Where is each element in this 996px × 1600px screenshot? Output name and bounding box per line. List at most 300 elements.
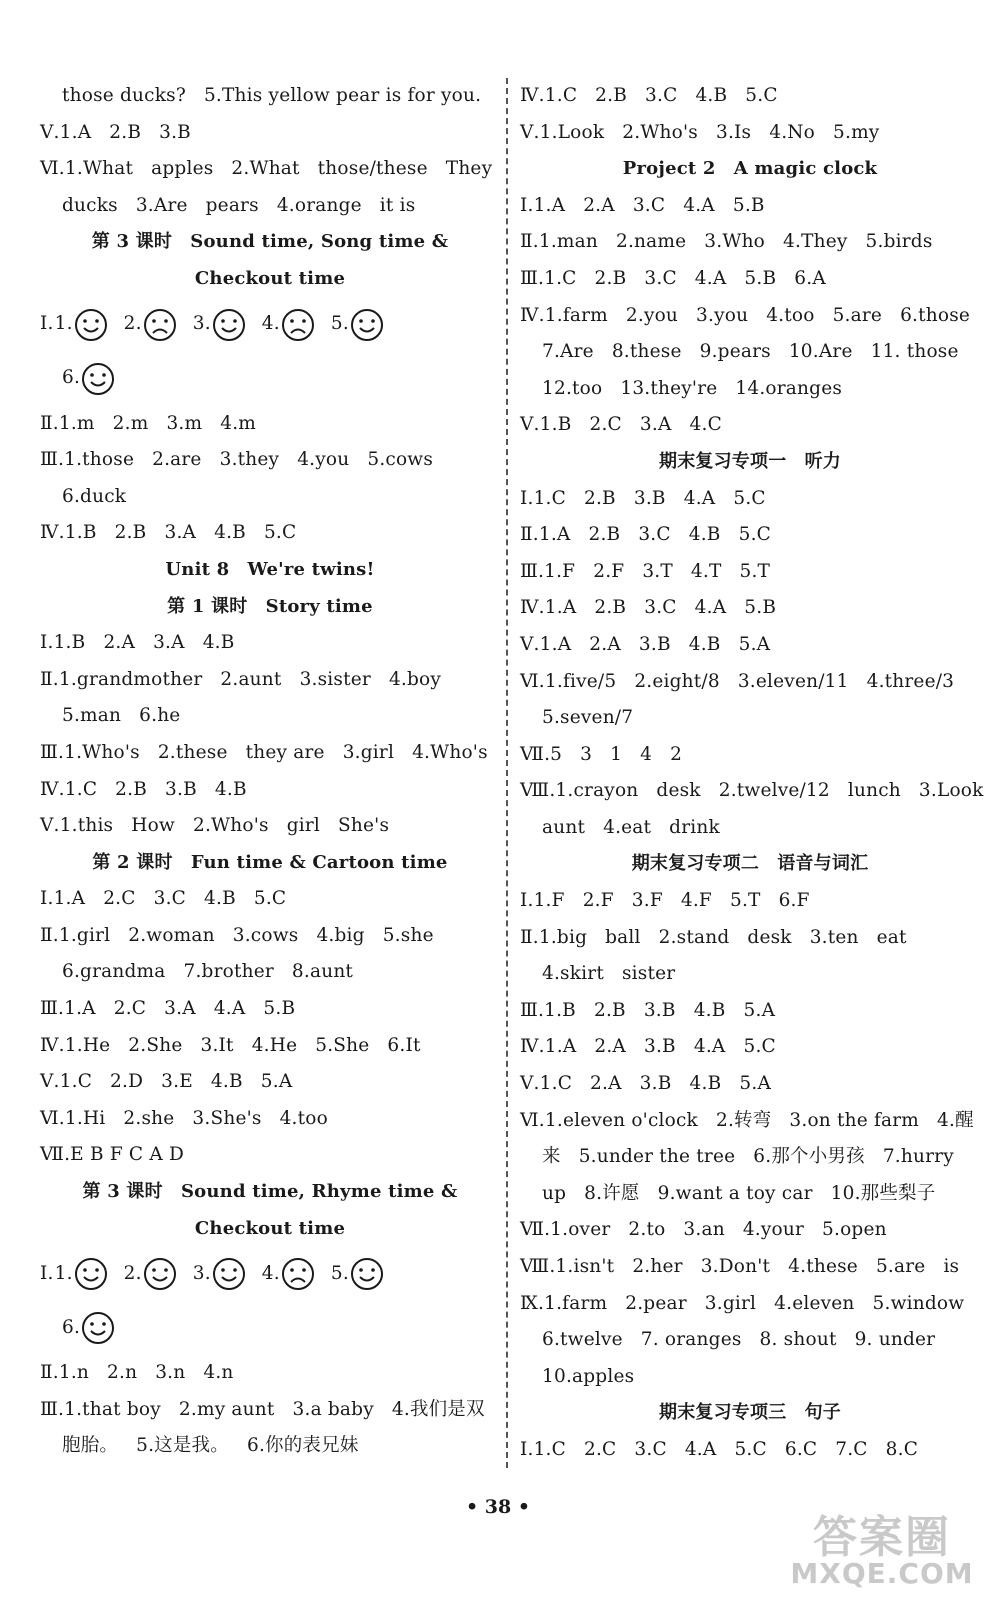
- answer-token: 9.want a toy car: [657, 1182, 813, 1204]
- answer-token: 2.转弯: [715, 1109, 772, 1131]
- answer-token: 4.C: [689, 414, 722, 436]
- answer-token: up: [542, 1182, 567, 1204]
- answer-line: [40, 1028, 500, 1065]
- answer-token: 6.It: [387, 1034, 421, 1056]
- answer-token: 2.B: [593, 999, 626, 1021]
- answer-line: [520, 407, 980, 444]
- answer-token: 2.eight/8: [634, 670, 720, 692]
- answer-line: [520, 664, 980, 701]
- answer-token: Ⅰ.1.B: [40, 632, 86, 654]
- answer-token: 2.A: [590, 1073, 622, 1095]
- answer-token: 4.boy: [388, 668, 442, 690]
- answer-token: Ⅵ.1.Hi: [40, 1107, 106, 1129]
- answer-token: Ⅲ.1.that boy: [40, 1398, 161, 1420]
- answer-line: [40, 515, 500, 552]
- answer-token: 4.Who's: [412, 741, 488, 763]
- watermark-bottom-text: MXQE.COM: [790, 1557, 974, 1590]
- answer-token: 2.F: [582, 890, 614, 912]
- answer-token: 3.they: [219, 449, 280, 471]
- answer-token: 2.B: [595, 85, 628, 106]
- answer-token: 5.A: [260, 1071, 293, 1093]
- answer-token: Ⅱ.1.girl: [40, 924, 111, 946]
- face-row-prefix: Ⅰ.: [40, 1262, 54, 1284]
- answer-token: ducks: [62, 194, 118, 216]
- answer-token: 5.birds: [865, 231, 933, 253]
- answer-token: Ⅱ.1.man: [520, 231, 598, 253]
- answer-token: 7.Are: [542, 341, 594, 363]
- answer-line: [520, 188, 980, 225]
- answer-token: 3.B: [643, 999, 676, 1021]
- answer-token: 6.grandma: [62, 961, 166, 983]
- answer-line: [40, 406, 500, 443]
- answer-token: 2.A: [103, 632, 136, 654]
- answer-line: [520, 1176, 980, 1213]
- section-heading: 第 2 课时 Fun time & Cartoon time: [92, 851, 448, 873]
- answer-token: 4.B: [693, 999, 726, 1021]
- face-answer: [124, 306, 177, 343]
- answer-token: Ⅳ.1.C: [40, 778, 98, 800]
- right-column: [520, 78, 984, 1469]
- answer-token: Ⅱ.1.n: [40, 1362, 90, 1384]
- answer-token: 2.A: [589, 633, 621, 655]
- answer-token: 5.window: [872, 1292, 965, 1314]
- answer-token: 2.name: [616, 231, 687, 253]
- answer-token: 5.cows: [367, 449, 434, 471]
- answer-token: Ⅰ.1.F: [520, 890, 565, 912]
- answer-line: [40, 479, 500, 516]
- answer-token: Ⅲ.1.F: [520, 560, 576, 582]
- answer-line: [40, 188, 500, 225]
- answer-line: [40, 1101, 500, 1138]
- answer-token: 4.A: [213, 998, 246, 1020]
- answer-token: 4.your: [742, 1219, 805, 1241]
- answer-token: 5.A: [738, 633, 771, 655]
- answer-token: 6.duck: [62, 485, 127, 507]
- answer-token: aunt: [542, 816, 586, 838]
- answer-token: Ⅴ.1.A: [40, 121, 92, 143]
- answer-token: 2: [670, 743, 683, 765]
- answer-token: 2.my aunt: [178, 1398, 275, 1420]
- answer-token: 3.Don't: [700, 1256, 771, 1277]
- answer-token: 4.eleven: [774, 1292, 855, 1314]
- answer-token: 4.orange: [276, 194, 362, 216]
- answer-token: 2.B: [584, 487, 616, 509]
- answer-token: 13.they're: [620, 377, 718, 399]
- face-answer-label: 3.: [192, 1262, 211, 1284]
- section-heading: 第 3 课时 Sound time, Song time &: [91, 231, 449, 253]
- answer-token: 4.eat: [603, 816, 652, 838]
- answer-line: [40, 881, 500, 918]
- answer-token: 2.A: [583, 194, 615, 216]
- section-heading: Project 2 A magic clock: [622, 158, 878, 180]
- answer-line: [520, 920, 980, 957]
- answer-token: 2.A: [594, 1036, 626, 1058]
- face-answer-row: [40, 352, 500, 406]
- answer-token: 5.C: [263, 522, 297, 544]
- answer-token: 5.seven/7: [542, 707, 634, 729]
- answer-token: 5.C: [743, 1036, 776, 1058]
- answer-line: [520, 298, 980, 335]
- answer-token: 2.B: [588, 524, 621, 546]
- answer-token: ball: [605, 926, 641, 948]
- answer-token: 6.those: [900, 304, 971, 326]
- sad-face-icon: [281, 1257, 315, 1291]
- answer-token: Ⅵ.1.eleven o'clock: [520, 1109, 698, 1131]
- answer-token: Ⅰ.1.C: [520, 1438, 566, 1460]
- answer-line: [40, 1428, 500, 1465]
- answer-token: 7.C: [835, 1438, 868, 1460]
- section-heading: Unit 8 We're twins!: [165, 558, 375, 580]
- answer-token: 2.m: [112, 412, 149, 434]
- answer-token: 3.E: [161, 1071, 193, 1093]
- answer-token: Ⅴ.1.C: [520, 1073, 573, 1095]
- answer-token: Ⅵ.1.What: [40, 158, 134, 180]
- answer-token: 3.T: [642, 560, 673, 582]
- answer-token: 4.T: [690, 560, 722, 582]
- answer-token: 3.She's: [192, 1107, 262, 1129]
- answer-token: 9.pears: [699, 341, 771, 363]
- answer-line: [40, 918, 500, 955]
- watermark-top-text: 答案圈: [813, 1512, 951, 1563]
- answer-token: 2.C: [584, 1438, 617, 1460]
- answer-token: 2.woman: [128, 924, 215, 946]
- answer-token: 3.B: [644, 1036, 676, 1058]
- answer-line: [520, 590, 980, 627]
- answer-token: 4.醒: [937, 1109, 974, 1131]
- answer-line: [520, 1103, 980, 1140]
- face-answer-row: [40, 1247, 500, 1301]
- answer-token: 4.B: [210, 1071, 243, 1093]
- smiley-face-icon: [81, 362, 115, 396]
- answer-token: Ⅳ.1.B: [40, 522, 97, 544]
- answer-token: 8.these: [611, 341, 682, 363]
- answer-token: 2.n: [107, 1362, 138, 1384]
- answer-token: desk: [747, 926, 792, 948]
- answer-line: [40, 808, 500, 845]
- answer-line: [520, 1029, 980, 1066]
- answer-token: 5.B: [732, 194, 765, 216]
- answer-token: Ⅳ.1.A: [520, 1036, 577, 1058]
- answer-token: Ⅰ.1.A: [520, 194, 566, 216]
- answer-line: [520, 517, 980, 554]
- answer-token: pears: [205, 194, 259, 216]
- answer-token: 5.she: [382, 924, 434, 946]
- answer-token: Ⅰ.1.C: [520, 487, 566, 509]
- answer-line: [520, 334, 980, 371]
- answer-token: 6.你的表兄妹: [246, 1435, 359, 1457]
- answer-token: 6.twelve: [542, 1329, 623, 1351]
- answer-token: 3.B: [633, 487, 666, 509]
- answer-token: 5.C: [738, 524, 771, 546]
- answer-token: 4.n: [203, 1362, 234, 1384]
- answer-token: 4.B: [695, 85, 728, 106]
- answer-token: 4.A: [683, 487, 716, 509]
- face-answer-label: 2.: [123, 313, 142, 335]
- left-column: [40, 78, 500, 1465]
- answer-token: Ⅴ.1.A: [520, 633, 572, 655]
- answer-token: 5.T: [729, 890, 761, 912]
- answer-token: 8.C: [885, 1438, 919, 1460]
- answer-token: 3.m: [166, 412, 203, 434]
- answer-token: 5.C: [253, 888, 287, 910]
- answer-token: 3.C: [638, 524, 671, 546]
- answer-token: 4.No: [769, 121, 816, 143]
- answer-token: 12.too: [542, 377, 603, 399]
- answer-token: Ⅲ.1.B: [520, 999, 576, 1021]
- answer-line: [520, 554, 980, 591]
- answer-token: 4.B: [202, 632, 235, 654]
- answer-token: Ⅱ.1.m: [40, 412, 95, 434]
- face-answer: [193, 1256, 246, 1293]
- answer-token: 7. oranges: [640, 1329, 742, 1351]
- answer-token: those/these: [317, 158, 428, 180]
- answer-token: 4.B: [688, 633, 721, 655]
- answer-token: 3.girl: [342, 741, 395, 763]
- answer-token: 4.F: [680, 890, 712, 912]
- smiley-face-icon: [212, 308, 246, 342]
- answer-token: 6.那个小男孩: [753, 1146, 865, 1168]
- answer-token: 2.She: [128, 1034, 183, 1056]
- answer-token: 3.Who: [704, 231, 766, 253]
- face-answer-label: 4.: [261, 313, 280, 335]
- answer-token: 4.three/3: [866, 670, 955, 692]
- answer-line: [520, 1066, 980, 1103]
- answer-token: 5.B: [744, 267, 777, 289]
- answer-token: Ⅱ.1.big: [520, 926, 588, 948]
- answer-token: 5.my: [833, 121, 880, 143]
- answer-token: 4.these: [788, 1256, 858, 1277]
- answer-token: Ⅱ.1.grandmother: [40, 668, 203, 690]
- answer-token: 8.aunt: [291, 961, 354, 983]
- answer-line: [40, 625, 500, 662]
- section-heading: 期末复习专项一 听力: [659, 450, 841, 472]
- answer-token: 7.brother: [183, 961, 274, 983]
- answer-token: 5.T: [739, 560, 771, 582]
- answer-token: Ⅰ.1.A: [40, 888, 86, 910]
- answer-token: Ⅳ.1.C: [520, 85, 578, 106]
- face-answer: [331, 1256, 384, 1293]
- answer-line: [40, 735, 500, 772]
- answer-token: Ⅲ.1.those: [40, 449, 135, 471]
- answer-line: [520, 371, 980, 408]
- answer-token: 2.these: [157, 741, 228, 763]
- smiley-face-icon: [350, 308, 384, 342]
- smiley-face-icon: [81, 1311, 115, 1345]
- answer-token: 3.A: [164, 998, 196, 1020]
- answer-line: [40, 991, 500, 1028]
- answer-token: Ⅶ.1.over: [520, 1219, 611, 1241]
- answer-token: is: [943, 1256, 960, 1277]
- answer-token: 来: [542, 1146, 561, 1168]
- answer-token: 4.B: [689, 1073, 722, 1095]
- answer-token: Ⅵ.1.five/5: [520, 670, 617, 692]
- answer-token: it is: [379, 194, 416, 216]
- answer-token: 3.cows: [232, 924, 299, 946]
- answer-token: 5.C: [745, 85, 778, 106]
- answer-token: 4: [640, 743, 653, 765]
- answer-token: 4.you: [297, 449, 350, 471]
- face-answer-label: 1.: [54, 1262, 73, 1284]
- answer-token: 5.are: [832, 304, 883, 326]
- answer-token: 3.eleven/11: [737, 670, 849, 692]
- answer-token: 5.这是我。: [136, 1435, 229, 1457]
- answer-token: 2.F: [593, 560, 625, 582]
- answer-token: 3.on the farm: [789, 1109, 920, 1131]
- face-answer-label: 5.: [330, 313, 349, 335]
- smiley-face-icon: [74, 1257, 108, 1291]
- answer-token: drink: [669, 816, 720, 838]
- answer-token: 3.A: [164, 522, 197, 544]
- answer-token: 2.aunt: [220, 668, 282, 690]
- answer-token: sister: [621, 963, 676, 985]
- answer-token: 4.A: [694, 597, 727, 619]
- answer-token: 5.A: [739, 1073, 772, 1095]
- face-answer-label: 2.: [123, 1262, 142, 1284]
- answer-token: 4.skirt: [542, 963, 604, 985]
- smiley-face-icon: [350, 1257, 384, 1291]
- answer-token: 4.He: [251, 1034, 298, 1056]
- answer-token: 4.m: [220, 412, 257, 434]
- answer-token: 14.oranges: [735, 377, 843, 399]
- answer-token: 3.It: [200, 1034, 234, 1056]
- answer-token: apples: [151, 158, 214, 180]
- answer-token: Ⅳ.1.A: [520, 597, 577, 619]
- answer-line: [40, 772, 500, 809]
- answer-token: 3.girl: [704, 1292, 757, 1314]
- answer-line: [520, 1286, 980, 1323]
- answer-line: [520, 773, 984, 810]
- answer-token: 2.her: [632, 1256, 683, 1277]
- answer-line: [520, 737, 980, 774]
- answer-token: 3.n: [155, 1362, 186, 1384]
- answer-line: [40, 698, 500, 735]
- answer-line: [520, 810, 980, 847]
- answer-token: 11. those: [870, 341, 959, 363]
- section-heading: 期末复习专项二 语音与词汇: [631, 853, 869, 875]
- section-heading: Checkout time: [194, 267, 346, 289]
- answer-token: 4.B: [214, 522, 246, 544]
- answer-line: [40, 954, 500, 991]
- answer-token: 3.a baby: [292, 1398, 374, 1420]
- answer-token: 胞胎。: [62, 1435, 119, 1457]
- answer-token: those ducks?: [62, 85, 186, 106]
- answer-token: 6.A: [794, 267, 826, 289]
- answer-token: 3.Are: [135, 194, 188, 216]
- answer-line: [520, 956, 980, 993]
- face-answer: [55, 1256, 108, 1293]
- answer-token: 3.C: [632, 194, 666, 216]
- watermark-logo: [782, 1512, 982, 1592]
- answer-token: 10.那些梨子: [830, 1182, 936, 1204]
- face-answer-label: 5.: [330, 1262, 349, 1284]
- answer-line: [520, 1212, 980, 1249]
- answer-token: 4.A: [694, 267, 727, 289]
- answer-token: 3: [580, 743, 593, 765]
- answer-token: 2.she: [123, 1107, 175, 1129]
- answer-line: [520, 883, 980, 920]
- answer-token: Ⅴ.1.Look: [520, 121, 605, 143]
- answer-line: [40, 1355, 500, 1392]
- answer-token: Ⅴ.1.this: [40, 815, 114, 837]
- answer-line: [520, 1139, 980, 1176]
- face-answer: [62, 360, 115, 397]
- answer-line: [40, 1064, 500, 1101]
- face-answer: [262, 306, 315, 343]
- answer-token: 2.C: [113, 998, 147, 1020]
- answer-token: 3.A: [153, 632, 185, 654]
- answer-token: Ⅴ.1.B: [520, 414, 572, 436]
- answer-line: [520, 627, 980, 664]
- answer-line: [520, 224, 980, 261]
- answer-token: 2.C: [103, 888, 136, 910]
- answer-token: 5.She: [315, 1034, 370, 1056]
- answer-token: 2.B: [109, 121, 142, 143]
- answer-token: They: [445, 158, 493, 180]
- answer-token: 2.are: [152, 449, 202, 471]
- answer-line: [40, 151, 500, 188]
- answer-token: 3.B: [638, 633, 671, 655]
- answer-token: 6.he: [139, 705, 181, 727]
- answer-line: [40, 115, 500, 152]
- answer-token: 4.A: [693, 1036, 726, 1058]
- answer-line: [40, 442, 500, 479]
- answer-line: [40, 1137, 500, 1174]
- answer-token: 3.A: [639, 414, 672, 436]
- answer-token: 2.stand: [658, 926, 730, 948]
- answer-token: 10.apples: [542, 1365, 635, 1387]
- sad-face-icon: [143, 308, 177, 342]
- answer-token: 9. under: [854, 1329, 936, 1351]
- answer-token: 10.Are: [788, 341, 853, 363]
- answer-token: 2.Who's: [192, 815, 269, 837]
- face-answer: [331, 306, 384, 343]
- answer-token: 3.ten: [809, 926, 859, 948]
- page-number: • 38 •: [466, 1496, 530, 1518]
- answer-token: 5.C: [733, 487, 766, 509]
- answer-token: 4.B: [204, 888, 236, 910]
- answer-token: 3.C: [634, 1438, 667, 1460]
- answer-token: 3.B: [159, 121, 191, 143]
- column-divider: [506, 78, 508, 1468]
- answer-token: 5.B: [744, 597, 777, 619]
- answer-token: 5.A: [743, 999, 776, 1021]
- answer-token: 2.What: [231, 158, 300, 180]
- face-answer-label: 6.: [62, 1316, 81, 1338]
- answer-token: How: [131, 815, 175, 837]
- answer-token: 4.big: [316, 924, 365, 946]
- answer-token: 2.twelve/12: [718, 780, 830, 802]
- section-heading: Checkout time: [194, 1217, 346, 1239]
- answer-token: 3.C: [644, 267, 677, 289]
- answer-token: Ⅶ.5: [520, 743, 563, 765]
- answer-token: She's: [338, 815, 390, 837]
- answer-token: 3.C: [644, 597, 677, 619]
- answer-token: 2.B: [115, 778, 148, 800]
- answer-token: 2.C: [589, 414, 622, 436]
- answer-token: 4.A: [684, 1438, 717, 1460]
- answer-token: 4.too: [279, 1107, 328, 1129]
- answer-token: Ⅷ.1.crayon: [520, 780, 639, 802]
- face-row-prefix: Ⅰ.: [40, 313, 54, 335]
- answer-token: Ⅶ.E B F C A D: [40, 1144, 185, 1166]
- answer-line: [520, 1249, 980, 1286]
- answer-token: Ⅳ.1.He: [40, 1034, 111, 1056]
- answer-token: Ⅳ.1.farm: [520, 304, 608, 326]
- answer-token: 4.我们是双: [391, 1398, 485, 1420]
- face-answer-label: 3.: [192, 313, 211, 335]
- answer-line: [40, 78, 500, 115]
- answer-token: 5.B: [263, 998, 296, 1020]
